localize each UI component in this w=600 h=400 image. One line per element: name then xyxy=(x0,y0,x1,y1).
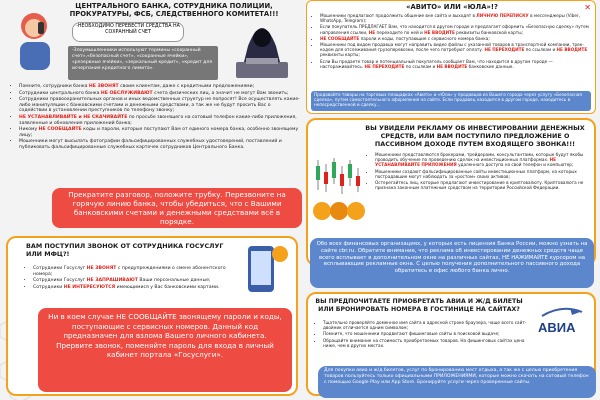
list-item: • Если покупатель ПРЕДЛАГАЕТ Вам, что находится в другом городе и предлагает оформить «Безопасную сделку» путем направления ссылки, НЕ переходите по ней и НЕ ВВОДИТЕ реквизиты банковской карты; xyxy=(320,24,593,34)
gosuslugi-list xyxy=(24,266,234,291)
list-item: • Мошенники создают фальсифицированные сайты инвестиционных платформ, на которых пострадавшие могут наблюдать за «ростом» своих активов; xyxy=(375,169,592,179)
list-item: • Сотрудники Госуслуг НЕ ЗАПРАШИВАЮТ Ваши персональные данные; xyxy=(33,278,234,284)
avito-note: Продавайте товары на торговых площадках «Авито» и «Юла» у продавцов из Вашего города через услугу «Безопасная сделка», путем самостоятельного оформления на сайте. Если продавец находится в другом городе, находитесь в непосредственной и сделку... xyxy=(311,91,591,111)
woman-phone-icon xyxy=(8,8,64,72)
list-item: • Сотрудники правоохранительных органов и иных ведомственных структур не попросят! Все осуществлять какие-либо манипуляции с банковскими счетами и денежными средствами, а так же не будут просить Вас о содействии в установлении преступников по телефону звонку; xyxy=(19,97,300,114)
list-item: • Никому НЕ СООБЩАЙТЕ коды и пароли, которые поступают Вам от единого номера банка, особенно звонящему лицу; xyxy=(19,127,300,138)
gosuslugi-section xyxy=(6,236,298,396)
list-item: • НЕ УСТАНАВЛИВАЙТЕ и НЕ СКАЧИВАЙТЕ по просьбе звонящего на сотовый телефон какие-либо приложения, заявленные и обновления приложений банка; xyxy=(19,115,300,126)
official-apps-box: Для покупки авиа и ж/д билетов, услуг по бронированию мест отдыха, а так же с целью приобретения товаров пользуйтесь только официальными ПРИЛОЖЕНИЯМИ, которые можно скачать на сотовый телефон с помощью Google Play или App Store. Бронируйте услуги через проверенные сайты. xyxy=(318,366,596,398)
left-top-section xyxy=(4,0,302,230)
section-title: «АВИТО» ИЛИ «ЮЛА»!? xyxy=(406,3,498,11)
section-title: ВЫ ПРЕДПОЧИТАЕТЕ ПРИОБРЕТАТЬ АВИА И Ж/Д БИЛЕТЫ ИЛИ БРОНИРОВАТЬ НОМЕРА В ГОСТИНИЦЕ НА САЙТАХ? xyxy=(315,298,523,313)
speech-bubble: -НЕОБХОДИМО ПЕРЕВЕСТИ СРЕДСТВА НА СОХРАННЫЙ СЧЕТ xyxy=(72,22,184,42)
list-item: • Сотрудники Госуслуг НЕ ЗВОНЯТ с предупреждениями о смене абонентского номера; xyxy=(33,266,234,277)
avia-list xyxy=(314,320,534,349)
section-title: ВЫ УВИДЕЛИ РЕКЛАМУ ОБ ИНВЕСТИРОВАНИИ ДЕНЕЖНЫХ СРЕДСТВ, ИЛИ ВАМ ПОСТУПИЛО ПРЕДЛОЖЕНИЕ О ПАССИВНОМ ДОХОДЕ ПУТЕМ ВХОДЯЩЕГО ЗВОНКА!!! xyxy=(365,124,585,148)
candlestick-chart-icon xyxy=(312,156,366,196)
list-item: • Тщательно проверяйте доменное имя сайта в адресной строке браузера, чаще всего сайт-двойник отличается одним символом; xyxy=(323,320,534,330)
list-item: • НЕ СООБЩАЙТЕ пароли и коды, поступающие с сервисного номера банка; xyxy=(320,36,593,41)
avito-section xyxy=(306,0,596,114)
list-item: • Помните, сотрудники банка НЕ ЗВОНЯТ своим клиентам, даже с кредитными предложениями; xyxy=(19,84,300,90)
cbr-info-box: Обо всех финансовых организациях, у которых есть лицензия Банка России, можно узнать на сайте cbr.ru. Обратите внимание, что реклама об инвестировании денежных средств чаще всего всплывает в дополнительном окне на различных сайтах, НЕ НАЖИМАЙТЕ курсором на всплывающие рекламные окна. С целью получения дополнительного пассивного дохода обратитесь в офис любого банка лично. xyxy=(310,238,594,288)
close-icon: ✕ xyxy=(584,3,591,12)
list-item: • Мошенники представляются брокерами, трейдерами, консультантами, которые будут якобы проводить обучение по проведению сделок на инвестиционных платформах. НЕ УСТАНАВЛИВАЙТЕ ПРИЛОЖЕНИЯ удаленного доступа на свой телефон и компьютер; xyxy=(375,152,592,168)
avia-logo-text: АВИА xyxy=(538,320,576,335)
title-line-1: ЦЕНТРАЛЬНОГО БАНКА, СОТРУДНИКА ПОЛИЦИИ, xyxy=(75,2,273,10)
phone-call-icon xyxy=(240,242,290,296)
list-item: • Мошенники могут высылать фотографии фальсифицированных служебных удостоверений, поставлений и публиковать фальсифицированные служебных карточек сотрудников Центрального Банка. xyxy=(19,139,300,150)
list-item: • Сотрудники НЕ ИНТЕРЕСУЮТСЯ имеющимися у Вас банковскими картами. xyxy=(33,285,234,291)
scam-terms-box: -Злоумышленники используют термины «сохранный счет»,«безопасный счет», «сохранные ячейки», «резервные ячейки», «зеркальный кредит», «кредит для исчерпания кредитного лимита». xyxy=(68,46,218,80)
list-item: • Остерегайтесь лиц, которые предлагают инвестирование в криптовалюту. Криптовалюта не признана законным платежным средством на территории Российской Федерации. xyxy=(375,180,592,190)
avia-logo xyxy=(534,306,590,342)
section-title: ВАМ ПОСТУПИЛ ЗВОНОК ОТ СОТРУДНИКА ГОСУСЛУГ ИЛИ МФЦ?! xyxy=(26,242,224,258)
hacker-icon xyxy=(226,10,298,80)
title-line-2: ПРОКУРАТУРЫ, ФСБ, СЛЕДСТВЕННОГО КОМИТЕТА!!! xyxy=(69,10,279,18)
list-item: • Помните, что мошенники продвигают фишинговые сайты в поисковой выдаче; xyxy=(323,331,534,336)
hangup-banner: Прекратите разговор, положите трубку. Перезвоните на горячую линию банка, чтобы убедиться, что с Вашими банковскими счетами и денежными средствами всё в порядке. xyxy=(52,188,302,228)
invest-list xyxy=(366,152,592,191)
avito-list xyxy=(311,13,593,70)
list-item: • Мошенники под видом продавца могут направить видео файлы с указанной товаров в транспортной компании, трек-кодом для отслеживания грузоперевозки, после чего потребуют оплату. НЕ ПЕРЕХОДИТЕ по ссылкам и НЕ ВВОДИТЕ реквизиты карты; xyxy=(320,42,593,58)
bank-warning-list xyxy=(10,84,300,152)
list-item: • Обращайте внимание на стоимость приобретаемых товаров. На фишинговых сайтах цена ниже, чем в других местах. xyxy=(323,338,534,348)
list-item: • Сотрудники центрального банка НЕ ОБСЛУЖИВАЮТ счета физических лиц, а значит не могут Вам звонить; xyxy=(19,91,300,97)
gosuslugi-banner: Ни в коем случае НЕ СООБЩАЙТЕ звонящему пароли и коды, поступающие с сервисных номеров. Данный код предназначен для взлома Вашего личного кабинета. Прервите звонок, поменяйте пароль для входа в личный кабинет портала «Госуслуги». xyxy=(38,308,292,392)
list-item: • Мошенники предлагают продолжить общение вне сайта и выходят в ЛИЧНУЮ ПЕРЕПИСКУ в мессенджеры (Viber, WhatsApp, Telegram); xyxy=(320,13,593,23)
crypto-coins-icon xyxy=(312,200,366,222)
list-item: • Если Вы продаете товар и потенциальный покупатель сообщает Вам, что находится в другом городе — настораживайтесь. НЕ ПЕРЕХОДИТЕ по ссылкам и НЕ ВВОДИТЕ банковские данные. xyxy=(320,59,593,69)
